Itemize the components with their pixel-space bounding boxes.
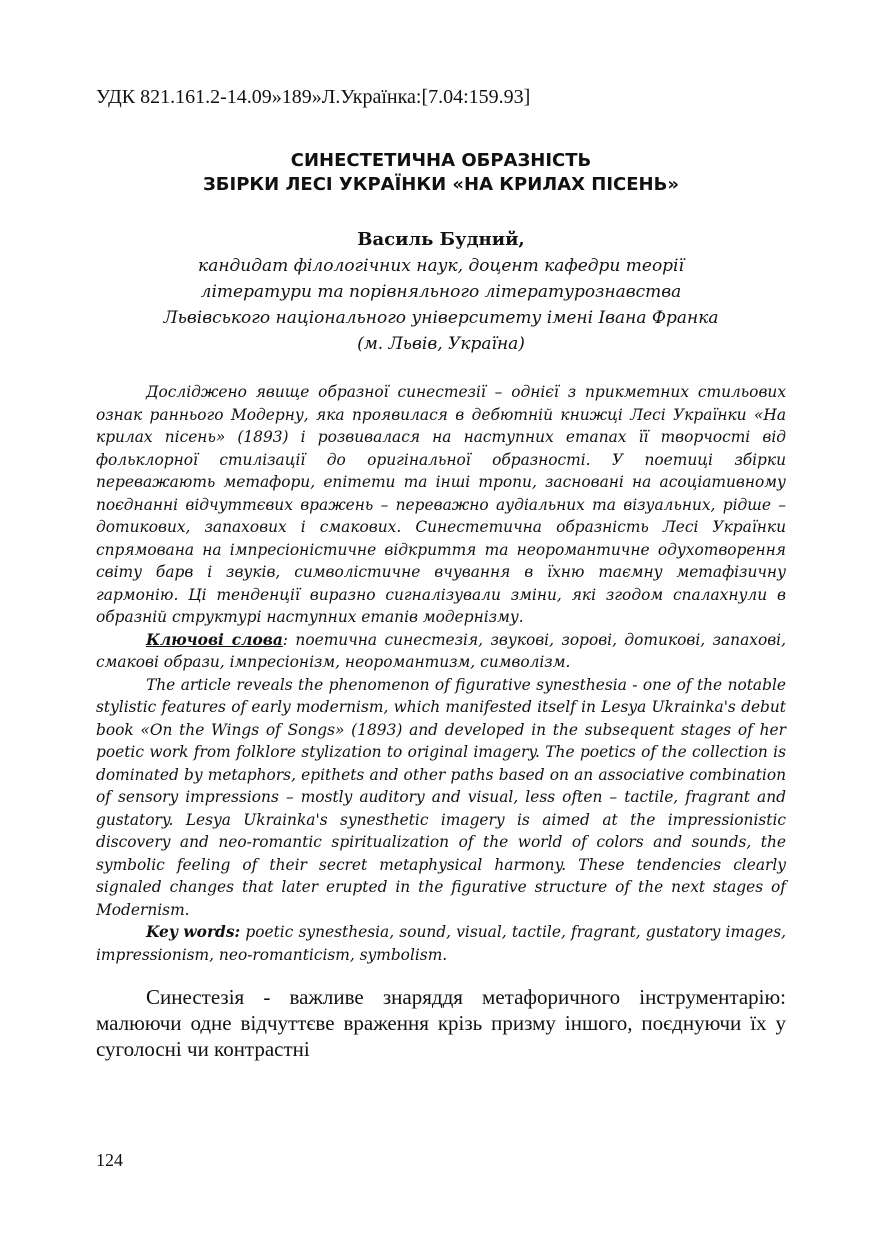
page-number: 124 — [96, 1150, 123, 1170]
author-name: Василь Будний, — [357, 229, 525, 250]
title-line-2: ЗБІРКИ ЛЕСІ УКРАЇНКИ «НА КРИЛАХ ПІСЕНЬ» — [203, 174, 679, 195]
keywords-ukrainian — [96, 629, 786, 674]
keywords-text-uk: : поетична синестезія, звукові, зорові, дотикові, запахові, смакові образи, імпресіонізм, неоромантизм, символізм. — [96, 630, 786, 671]
keywords-label-uk: Ключові слова — [146, 630, 283, 649]
title-line-1: СИНЕСТЕТИЧНА ОБРАЗНІСТЬ — [290, 150, 592, 171]
keywords-english — [96, 921, 786, 966]
author-affiliation — [96, 253, 786, 357]
affiliation-line: літератури та порівняльного літературознавства — [200, 282, 682, 302]
abstract-ukrainian: Досліджено явище образної синестезії – однієї з прикметних стильових ознак раннього Модерну, яка проявилася в дебютній книжці Лесі Українки «На крилах пісень» (1893) і розвивалася на наступних етапах її творчості від фольклорної стилізації до оригінальної образності. У поетиці збірки переважають метафори, епітети та інші тропи, засновані на асоціативному поєднанні відчуттєвих вражень – переважно аудіальних та візуальних, рідше – дотикових, запахових і смакових. Синестетична образність Лесі Українки спрямована на імпресіоністичне відкриття та неоромантичне одухотворення світу барв і звуків, символістичне вчування в їхню таємну метафізичну гармонію. Ці тенденції виразно сигналізували зміни, які згодом спалахнули в образній структурі наступних етапів модернізму. — [96, 383, 786, 626]
affiliation-line: Львівського національного університету імені Івана Франка — [163, 308, 719, 328]
body-paragraph: Синестезія - важливе знаряддя метафоричного інструментарію: малюючи одне відчуттєве враження крізь призму іншого, поєднуючи їх у суголосні чи контрастні — [96, 985, 786, 1061]
keywords-text-en: poetic synesthesia, sound, visual, tactile, fragrant, gustatory images, impressionism, neo-romanticism, symbolism. — [96, 923, 786, 964]
article-title — [96, 149, 786, 197]
udc-code: УДК 821.161.2-14.09»189»Л.Українка:[7.04:159.93] — [96, 86, 531, 108]
abstract-english: The article reveals the phenomenon of figurative synesthesia - one of the notable stylistic features of early modernism, which manifested itself in Lesya Ukrainka's debut book «On the Wings of Songs» (1893) and developed in the subsequent stages of her poetic work from folklore stylization to original imagery. The poetics of the collection is dominated by metaphors, epithets and other paths based on an associative combination of sensory impressions – mostly auditory and visual, less often – tactile, fragrant and gustatory. Lesya Ukrainka's synesthetic imagery is aimed at the impressionistic discovery and neo-romantic spiritualization of the world of colors and sounds, the symbolic feeling of their secret metaphysical harmony. These tendencies clearly signaled changes that later erupted in the figurative structure of the next stages of Modernism. — [96, 675, 786, 919]
affiliation-line: кандидат філологічних наук, доцент кафедри теорії — [198, 256, 684, 276]
article-page — [96, 86, 786, 1062]
affiliation-line: (м. Львів, Україна) — [357, 334, 525, 354]
keywords-label-en: Key words: — [146, 923, 241, 941]
